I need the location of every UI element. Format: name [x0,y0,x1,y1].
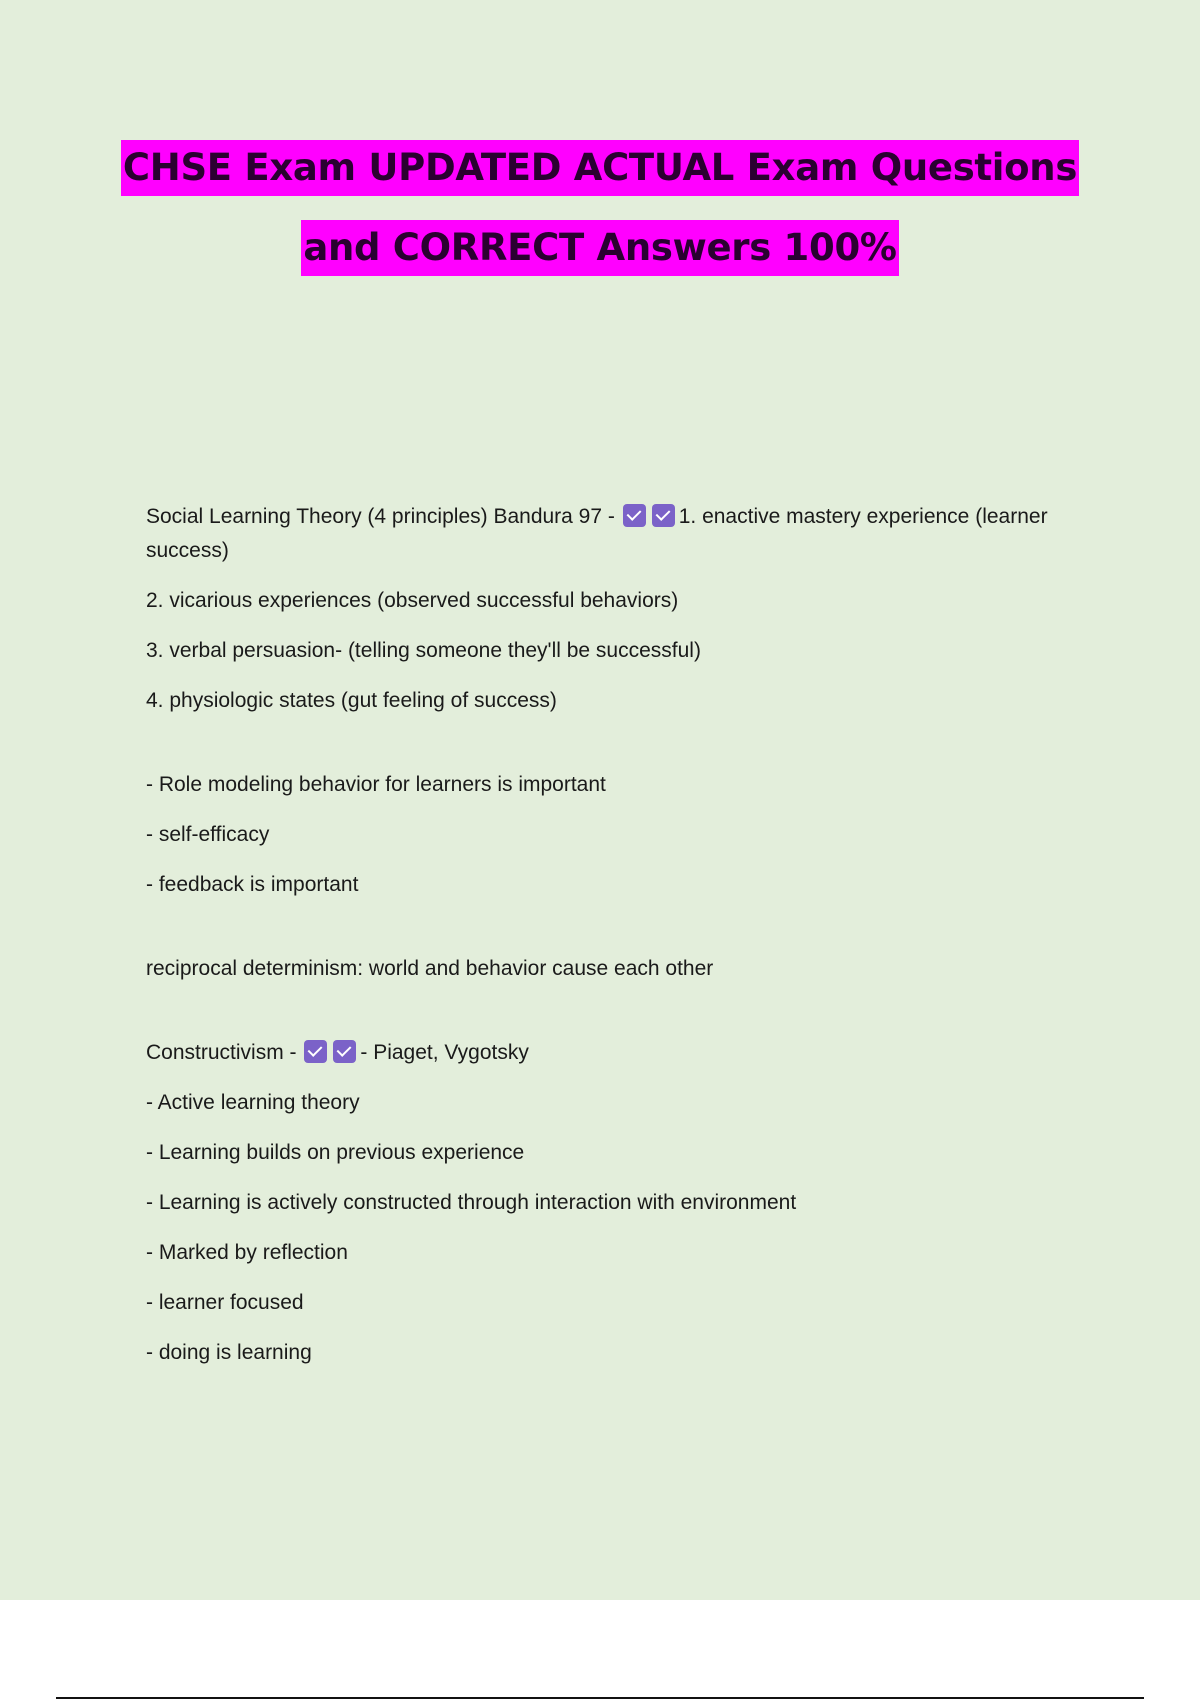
list-item: - Marked by reflection [146,1241,348,1264]
list-item: - doing is learning [146,1341,312,1364]
answer-text: 1. enactive mastery experience (learner success) [146,505,1048,562]
check-box-icon [333,1040,356,1063]
constructivism-question [146,1036,1076,1070]
document-body [146,500,1076,1386]
list-item: 3. verbal persuasion- (telling someone they'll be successful) [146,639,701,662]
check-box-icon [623,504,646,527]
title-line-2: and CORRECT Answers 100% [301,220,898,276]
note-text: reciprocal determinism: world and behavior cause each other [146,957,714,980]
social-learning-question [146,500,1076,568]
list-item: - Role modeling behavior for learners is important [146,773,606,796]
footer-divider [56,1697,1144,1699]
check-box-icon [304,1040,327,1063]
list-item: 2. vicarious experiences (observed successful behaviors) [146,589,679,612]
question-text: Social Learning Theory (4 principles) Bandura 97 - [146,505,615,528]
list-item: - Active learning theory [146,1091,360,1114]
list-item: - Learning is actively constructed through interaction with environment [146,1191,797,1214]
list-item: - Learning builds on previous experience [146,1141,525,1164]
check-box-icon [652,504,675,527]
list-item: - self-efficacy [146,823,270,846]
list-item: - feedback is important [146,873,359,896]
list-item: 4. physiologic states (gut feeling of success) [146,689,557,712]
document-title [0,140,1200,276]
list-item: - learner focused [146,1291,304,1314]
title-line-1: CHSE Exam UPDATED ACTUAL Exam Questions [121,140,1079,196]
answer-text: - Piaget, Vygotsky [360,1041,529,1064]
question-text: Constructivism - [146,1041,297,1064]
